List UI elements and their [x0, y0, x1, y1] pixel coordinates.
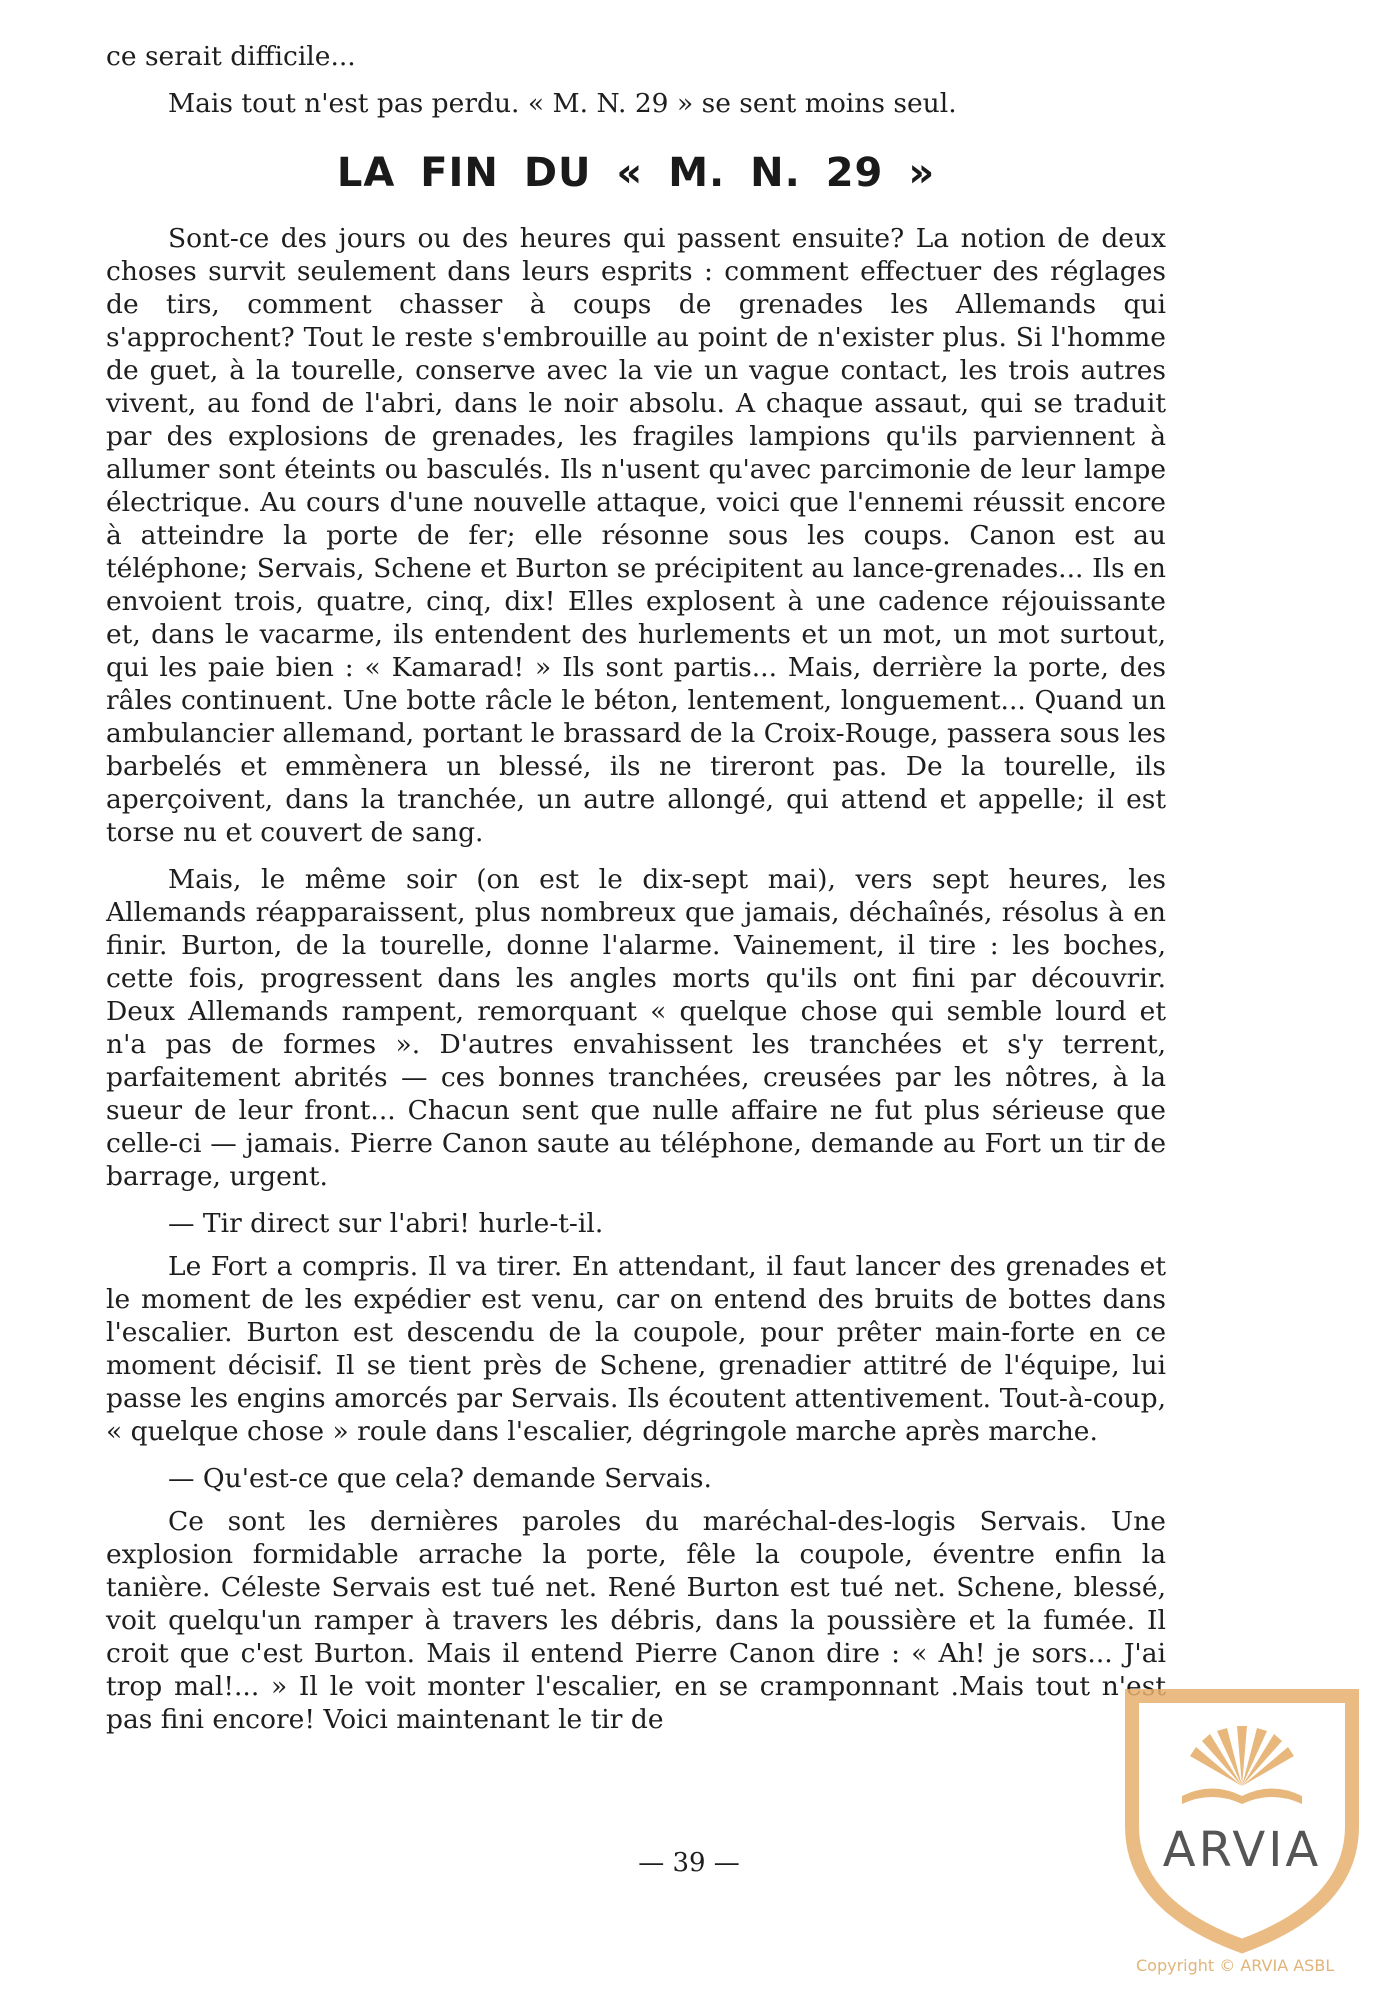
paragraph-3: Le Fort a compris. Il va tirer. En attendant, il faut lancer des grenades et le moment de les expédier est venu, car on entend des bruits de bottes dans l'escalier. Burton est descendu de la coupole, pour prêter main-forte en ce moment décisif. Il se tient près de Schene, grenadier attitré de l'équipe, lui passe les engins amorcés par Servais. Ils écoutent attentivement. Tout-à-coup, « quelque chose » roule dans l'escalier, dégringole marche après marche.: [106, 1251, 1166, 1447]
logo-text: ARVIA: [1162, 1822, 1322, 1878]
dialogue-line-2: — Qu'est-ce que cela? demande Servais.: [168, 1463, 712, 1494]
text-block: [106, 40, 1166, 1750]
paragraph-2: Mais, le même soir (on est le dix-sept mai), vers sept heures, les Allemands réapparaissent, plus nombreux que jamais, déchaînés, résolus à en finir. Burton, de la tourelle, donne l'alarme. Vainement, il tire : les boches, cette fois, progressent dans les angles morts qu'ils ont fini par découvrir. Deux Allemands rampent, remorquant « quelque chose qui semble lourd et n'a pas de formes ». D'autres envahissent les tranchées et s'y terrent, parfaitement abrités — ces bonnes tranchées, creusées par les nôtres, à la sueur de leur front... Chacun sent que nulle affaire ne fut plus sérieuse que celle-ci — jamais. Pierre Canon saute au téléphone, demande au Fort un tir de barrage, urgent.: [106, 864, 1166, 1192]
intro-line-1: ce serait difficile...: [106, 41, 356, 72]
copyright-notice: Copyright © ARVIA ASBL: [1136, 1956, 1335, 1975]
intro-line-2: Mais tout n'est pas perdu. « M. N. 29 » se sent moins seul.: [168, 88, 957, 119]
chapter-heading: LA FIN DU « M. N. 29 »: [336, 150, 936, 196]
paragraph-1: Sont-ce des jours ou des heures qui passent ensuite? La notion de deux choses survit seulement dans leurs esprits : comment effectuer des réglages de tirs, comment chasser à coups de grenades les Allemands qui s'approchent? Tout le reste s'embrouille au point de n'exister plus. Si l'homme de guet, à la tourelle, conserve avec la vie un vague contact, les trois autres vivent, au fond de l'abri, dans le noir absolu. A chaque assaut, qui se traduit par des explosions de grenades, les fragiles lampions qu'ils parviennent à allumer sont éteints ou basculés. Ils n'usent qu'avec parcimonie de leur lampe électrique. Au cours d'une nouvelle attaque, voici que l'ennemi réussit encore à atteindre la porte de fer; elle résonne sous les coups. Canon est au téléphone; Servais, Schene et Burton se précipitent au lance-grenades... Ils en envoient trois, quatre, cinq, dix! Elles explosent à une cadence réjouissante et, dans le vacarme, ils entendent des hurlements et un mot, un mot surtout, qui les paie bien : « Kamarad! » Ils sont partis... Mais, derrière la porte, des râles continuent. Une botte râcle le béton, lentement, longuement... Quand un ambulancier allemand, portant le brassard de la Croix-Rouge, passera sous les barbelés et emmènera un blessé, ils ne tireront pas. De la tourelle, ils aperçoivent, dans la tranchée, un autre allongé, qui attend et appelle; il est torse nu et couvert de sang.: [106, 223, 1166, 848]
arvia-logo-icon: [1112, 1676, 1372, 1956]
dialogue-line-1: — Tir direct sur l'abri! hurle-t-il.: [168, 1208, 604, 1239]
page-number: — 39 —: [638, 1848, 740, 1878]
paragraph-4: Ce sont les dernières paroles du maréchal-des-logis Servais. Une explosion formidable arrache la porte, fêle la coupole, éventre enfin la tanière. Céleste Servais est tué net. René Burton est tué net. Schene, blessé, voit quelqu'un ramper à travers les débris, dans la poussière et la fumée. Il croit que c'est Burton. Mais il entend Pierre Canon dire : « Ah! je sors... J'ai trop mal!... » Il le voit monter l'escalier, en se cramponnant .Mais tout n'est pas fini encore! Voici maintenant le tir de: [106, 1506, 1166, 1735]
